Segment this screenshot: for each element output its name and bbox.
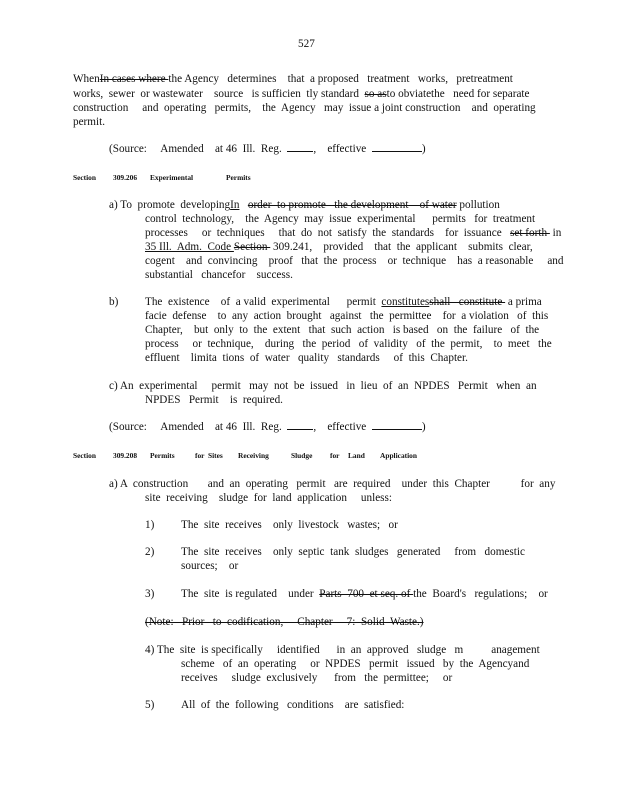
- blank-line: [287, 151, 313, 152]
- blank-line: [372, 151, 422, 152]
- item-label: 2): [145, 546, 155, 558]
- deleted-text: Parts 700 et seq. of: [319, 588, 414, 600]
- list-item: scheme of an operating or NPDES permit issued by the Agencyand: [181, 658, 530, 670]
- list-item: All of the following conditions are satisfied:: [181, 699, 405, 711]
- para-line: c) An experimental permit may not be issued in lieu of an NPDES Permit when an: [109, 380, 537, 392]
- para-line: 35 Ill. Adm. Code Section 309.241, provided that the applicant submits clear,: [145, 241, 533, 253]
- list-item: The site is regulated under Parts 700 et seq. of the Board's regulations; or: [181, 588, 548, 600]
- intro-line-4: permit.: [73, 116, 106, 128]
- list-item: receives sludge exclusively from the permittee; or: [181, 672, 453, 684]
- deleted-text: Section: [233, 241, 271, 253]
- para-line: a) A construction and an operating permit are required under this Chapter for any: [109, 478, 556, 490]
- para-line: NPDES Permit is required.: [145, 394, 283, 406]
- para-line: Chapter, but only to the extent that such action is based on the failure of the: [145, 324, 540, 336]
- deleted-text: set forth: [510, 227, 550, 239]
- blank-line: [372, 429, 422, 430]
- list-item: The site receives only septic tank sludges generated from domestic: [181, 546, 525, 558]
- para-line: process or technique, during the period of validity of the permit, to meet the: [145, 338, 552, 350]
- item-label: 5): [145, 699, 155, 711]
- intro-line-2: works, sewer or wastewater source is sufficien tly standard so asto obviatethe need for separate: [73, 88, 530, 100]
- list-item: sources; or: [181, 560, 239, 572]
- source-note: (Source: Amended at 46 Ill. Reg. , effective ): [109, 143, 426, 155]
- item-label: 1): [145, 519, 155, 531]
- inserted-text: In: [230, 199, 240, 211]
- deleted-text: In cases where: [99, 73, 169, 85]
- inserted-text: constitutes: [381, 296, 430, 308]
- item-label: 3): [145, 588, 155, 600]
- list-item: The site receives only livestock wastes; or: [181, 519, 398, 531]
- inserted-text: 35 Ill. Adm. Code: [145, 241, 234, 253]
- para-line: effluent limita tions of water quality standards of this Chapter.: [145, 352, 468, 364]
- para-line: control technology, the Agency may issue experimental permits for treatment: [145, 213, 536, 225]
- source-note: (Source: Amended at 46 Ill. Reg. , effective ): [109, 421, 426, 433]
- para-line: site receiving sludge for land application unless:: [145, 492, 392, 504]
- item-label: b): [109, 296, 119, 308]
- deleted-text: shall constitute: [429, 296, 506, 308]
- intro-line-3: construction and operating permits, the Agency may issue a joint construction and operating: [73, 102, 536, 114]
- para-line: The existence of a valid experimental permit constitutesshall constitute a prima: [145, 296, 542, 308]
- blank-line: [287, 429, 313, 430]
- para-line: facie defense to any action brought against the permittee for a violation of this: [145, 310, 549, 322]
- para-line: cogent and convincing proof that the process or technique has a reasonable and: [145, 255, 564, 267]
- para-line: substantial chancefor success.: [145, 269, 293, 281]
- para-line: a) To promote developingIn order to promote the development of water pollution: [109, 199, 500, 211]
- deleted-text: order to promote the development of water: [247, 199, 457, 211]
- list-item: 4) The site is specifically identified in an approved sludge m anagement: [145, 644, 540, 656]
- para-line: processes or techniques that do not satisfy the standards for issuance set forth in: [145, 227, 562, 239]
- intro-line-1: WhenIn cases where the Agency determines that a proposed treatment works, pretreatment: [73, 73, 513, 85]
- deleted-text: so as: [364, 88, 387, 100]
- deleted-note: (Note: Prior to codification, Chapter 7: Solid Waste.): [145, 616, 424, 628]
- page-number: 527: [298, 38, 315, 50]
